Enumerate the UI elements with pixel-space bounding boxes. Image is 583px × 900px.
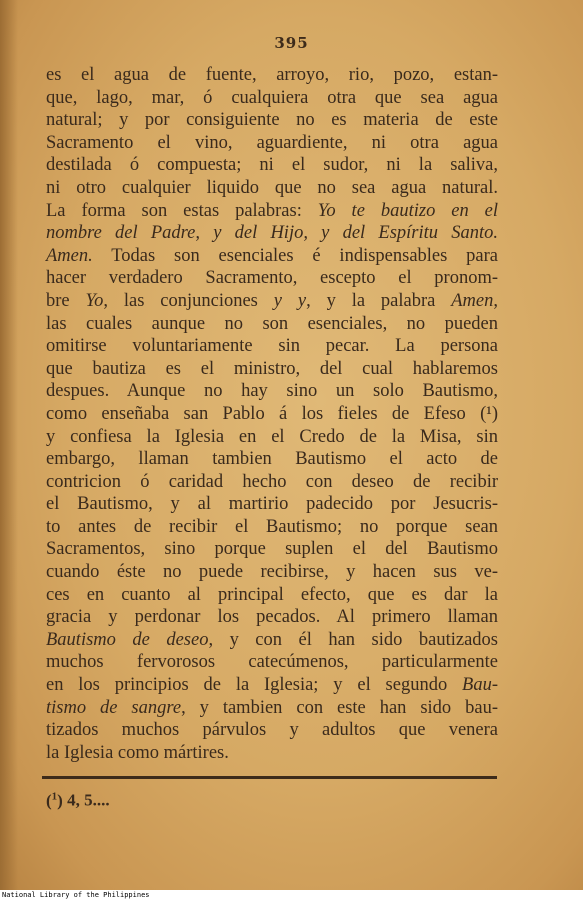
text-line xyxy=(46,471,498,494)
text-line xyxy=(46,313,498,336)
text-run: el Bautismo, y al martirio padecido por Jesucris- xyxy=(46,494,498,515)
text-line xyxy=(46,493,498,516)
text-line xyxy=(46,200,498,223)
text-run: ces en cuanto al principal efecto, que es dar la xyxy=(46,584,498,605)
text-run: to antes de recibir el Bautismo; no porque sean xyxy=(46,516,498,537)
text-run: omitirse voluntariamente sin pecar. La persona xyxy=(46,336,498,357)
text-line xyxy=(46,177,498,200)
text-run: que, lago, mar, ó cualquiera otra que sea agua xyxy=(46,87,498,108)
text-run: ni otro cualquier liquido que no sea agua natural. xyxy=(46,177,498,198)
text-run: tizados muchos párvulos y adultos que venera xyxy=(46,720,498,741)
text-line xyxy=(46,403,498,426)
italic-run: Yo te bautizo en el xyxy=(317,200,498,221)
text-line xyxy=(46,222,498,245)
text-line xyxy=(46,516,498,539)
text-run: despues. Aunque no hay sino un solo Bautismo, xyxy=(46,381,498,402)
page-number: 395 xyxy=(274,34,309,52)
page-edge-shadow xyxy=(0,0,18,890)
text-line xyxy=(46,64,498,87)
text-run: destilada ó compuesta; ni el sudor, ni la saliva, xyxy=(46,155,498,176)
text-line xyxy=(46,109,498,132)
text-run: Sacramento el vino, aguardiente, ni otra agua xyxy=(46,132,498,153)
text-run: la Iglesia como mártires. xyxy=(46,742,229,763)
italic-run: tismo de sangre xyxy=(46,697,182,718)
text-line xyxy=(46,697,498,720)
text-line xyxy=(46,606,498,629)
text-line xyxy=(46,584,498,607)
text-run: que bautiza es el ministro, del cual hablaremos xyxy=(46,358,498,379)
text-line xyxy=(46,719,498,742)
text-line xyxy=(46,358,498,381)
text-line xyxy=(46,132,498,155)
footnote xyxy=(46,790,110,811)
text-run: , y la palabra xyxy=(306,290,452,311)
italic-run: nombre del Padre, y del Hijo, y del Espíritu Santo. xyxy=(46,223,498,244)
text-line xyxy=(46,674,498,697)
library-credit: National Library of the Philippines xyxy=(2,891,150,899)
text-line xyxy=(46,651,498,674)
text-line xyxy=(46,426,498,449)
italic-run: Amen xyxy=(451,290,494,311)
text-run: en los principios de la Iglesia; y el segundo xyxy=(46,675,463,696)
italic-run: Amen. xyxy=(46,245,93,266)
footnote-marker: ($^1$) xyxy=(46,790,63,810)
text-run: gracia y perdonar los pecados. Al primero llaman xyxy=(46,607,498,628)
text-run: contricion ó caridad hecho con deseo de recibir xyxy=(46,471,498,492)
italic-run: Yo xyxy=(85,290,104,311)
text-run: hacer verdadero Sacramento, escepto el pronom- xyxy=(46,268,498,289)
text-run: , y con él han sido bautizados xyxy=(208,629,498,650)
text-line xyxy=(46,538,498,561)
text-line xyxy=(46,267,498,290)
text-line xyxy=(46,742,498,765)
text-run: La forma son estas palabras: xyxy=(46,200,318,221)
text-run: muchos fervorosos catecúmenos, particularmente xyxy=(46,652,498,673)
body-text xyxy=(46,64,498,764)
text-line xyxy=(46,629,498,652)
italic-run: y y xyxy=(273,290,307,311)
text-line xyxy=(46,290,498,313)
text-run: , las conjunciones xyxy=(103,290,274,311)
text-line xyxy=(46,448,498,471)
footnote-text: 4, 5.... xyxy=(67,790,110,810)
italic-run: Bau- xyxy=(462,675,498,696)
text-run: embargo, llaman tambien Bautismo el acto de xyxy=(46,449,498,470)
text-line xyxy=(46,561,498,584)
text-run: es el agua de fuente, arroyo, rio, pozo, estan- xyxy=(46,65,498,85)
footnote-rule xyxy=(42,776,497,779)
text-run: natural; y por consiguiente no es materia de este xyxy=(46,110,498,131)
text-run: bre xyxy=(46,290,86,311)
text-run: y confiesa la Iglesia en el Credo de la Misa, sin xyxy=(46,426,498,447)
italic-run: Bautismo de deseo xyxy=(46,629,209,650)
text-run: Sacramentos, sino porque suplen el del Bautismo xyxy=(46,539,498,560)
text-line xyxy=(46,245,498,268)
text-run: las cuales aunque no son esenciales, no pueden xyxy=(46,313,498,334)
text-run: , xyxy=(493,290,498,311)
text-line xyxy=(46,380,498,403)
text-run: como enseñaba san Pablo á los fieles de Efeso (¹) xyxy=(46,403,498,424)
text-line xyxy=(46,335,498,358)
text-run: cuando éste no puede recibirse, y hacen sus ve- xyxy=(46,562,498,583)
text-run: Todas son esenciales é indispensables para xyxy=(92,245,498,266)
text-line xyxy=(46,154,498,177)
text-run: , y tambien con este han sido bau- xyxy=(181,697,498,718)
text-line xyxy=(46,87,498,110)
